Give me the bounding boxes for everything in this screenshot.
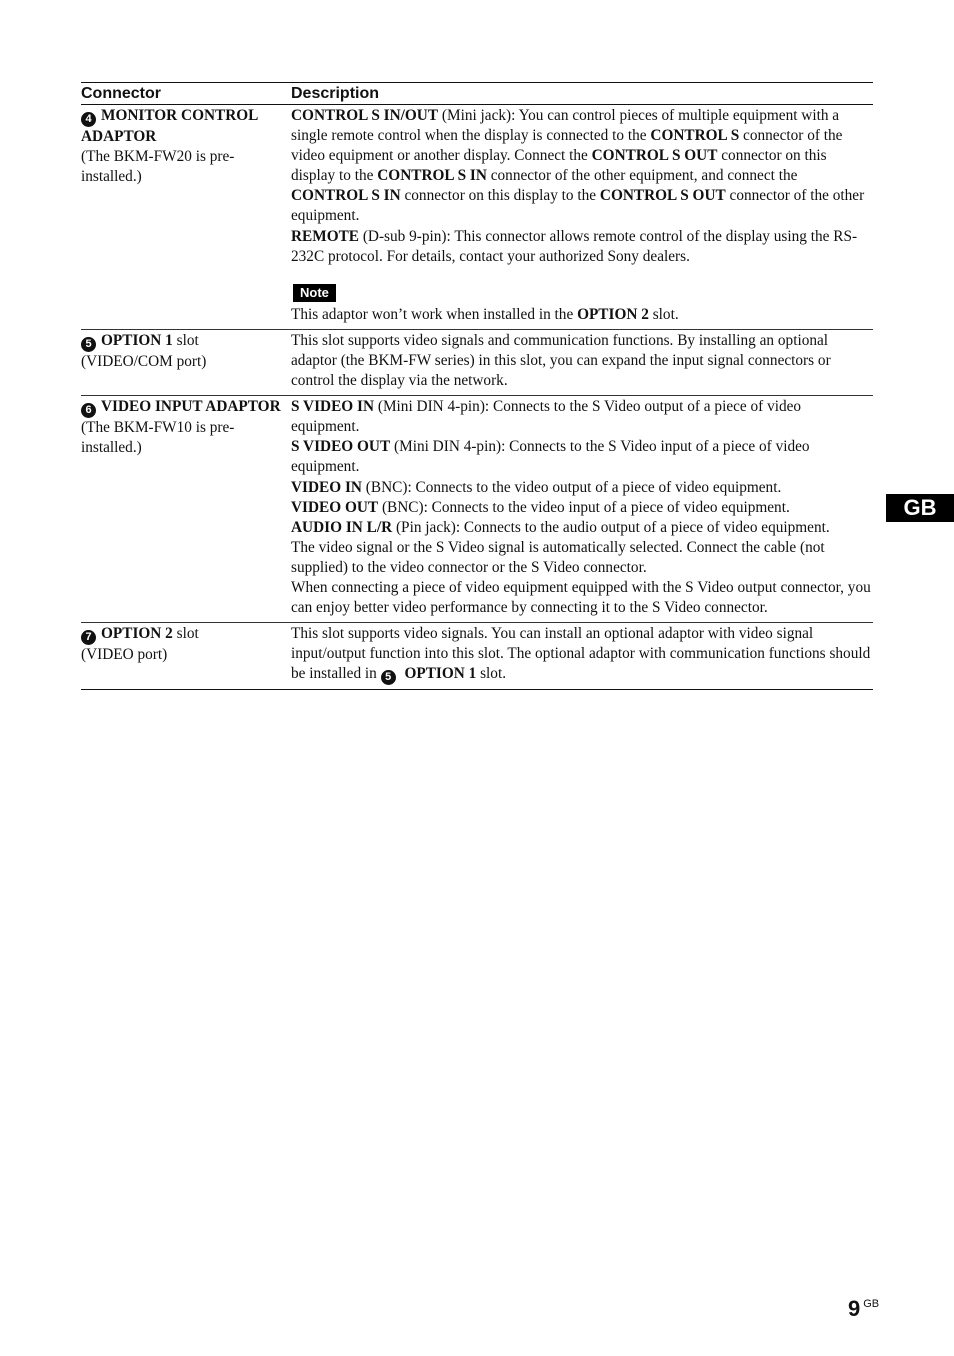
connector-cell [81,105,291,330]
text-run: connector on this display to the [400,187,600,205]
number-badge-icon: 7 [81,630,96,645]
text-run: (Mini DIN 4-pin): Connects to the S Video input of a piece of video equipment. [291,438,810,476]
table-header-row [81,83,873,105]
page-number: 9 [848,1296,861,1321]
header-connector: Connector [81,83,291,105]
bold-term: S VIDEO OUT [291,438,391,456]
table-body [81,105,873,690]
description-cell [291,329,873,395]
bold-term: S VIDEO IN [291,398,375,416]
text-run: (Pin jack): Connects to the audio output of a piece of video equipment. [392,518,830,536]
bold-term: REMOTE [291,227,359,245]
number-badge-icon: 5 [81,337,96,352]
bold-term: CONTROL S IN/OUT [291,107,439,124]
number-badge-icon: 5 [381,670,396,685]
note-heading [291,283,873,302]
connector-cell [81,623,291,690]
text-run: slot [172,625,199,643]
text-run: This adaptor won’t work when installed in the [291,305,578,323]
text-run: (The BKM-FW10 is pre-installed.) [81,419,235,457]
text-run: The video signal or the S Video signal is automatically selected. Connect the cable (not supplied) to the video connector or the S Video connector. [291,538,825,576]
number-badge-icon: 6 [81,403,96,418]
number-badge-icon: 4 [81,112,96,127]
text-run: (D-sub 9-pin): This connector allows remote control of the display using the RS-232C protocol. For details, contact your authorized Sony dealers. [291,227,858,265]
header-description: Description [291,83,873,105]
text-run: (Mini jack): You can control pieces of multiple equipment with a single remote control when the display is connected to the [291,107,840,145]
connector-cell [81,329,291,395]
text-run: (Mini DIN 4-pin): Connects to the S Video output of a piece of video equipment. [291,398,802,436]
text-run: slot [172,331,199,349]
bold-term: VIDEO INPUT ADAPTOR [101,398,281,416]
description-cell [291,396,873,623]
text-run: slot. [648,305,679,323]
bold-term: CONTROL S IN [377,167,487,185]
note-label: Note [293,284,336,302]
bold-term: CONTROL S IN [291,187,401,205]
bold-term: AUDIO IN L/R [291,518,393,536]
bold-term: CONTROL S OUT [599,187,726,205]
bold-term: OPTION 1 [101,331,173,349]
connector-cell [81,396,291,623]
text-run: (VIDEO port) [81,646,168,664]
bold-term: OPTION 1 [400,665,477,683]
text-run: (VIDEO/COM port) [81,352,207,370]
text-run: (The BKM-FW20 is pre-installed.) [81,148,235,186]
text-run: This slot supports video signals and communication functions. By installing an optional adaptor (the BKM-FW series) in this slot, you can expand the input signal connectors or control the display via the network. [291,331,831,390]
table-row [81,623,873,690]
table-row [81,105,873,330]
text-run: slot. [476,665,507,683]
page-suffix: GB [863,1298,880,1310]
text-run: This slot supports video signals. You can install an optional adaptor with video signal input/output function into this slot. The optional adaptor with communication functions should be installed in [291,625,871,683]
bold-term: MONITOR CONTROL ADAPTOR [81,107,258,145]
text-run: connector of the other equipment. [291,187,865,225]
page-footer [848,1296,879,1322]
description-cell [291,105,873,330]
bold-term: OPTION 2 [101,625,173,643]
text-run: (BNC): Connects to the video output of a piece of video equipment. [361,478,782,496]
bold-term: CONTROL S OUT [591,147,718,165]
text-run: connector of the other equipment, and connect the [486,167,798,185]
text-run: connector of the video equipment or another display. Connect the [291,127,843,165]
text-run: (BNC): Connects to the video input of a piece of video equipment. [378,498,790,516]
text-run: When connecting a piece of video equipment equipped with the S Video output connector, you can enjoy better video performance by connecting it to the S Video connector. [291,578,871,617]
table-row [81,329,873,395]
language-tab: GB [886,494,954,522]
description-cell [291,623,873,690]
bold-term: VIDEO OUT [291,498,379,516]
table-row [81,396,873,623]
bold-term: VIDEO IN [291,478,362,496]
connector-table [81,82,873,690]
bold-term: OPTION 2 [577,305,649,323]
bold-term: CONTROL S [650,127,740,145]
text-run: connector on this display to the [291,147,827,185]
